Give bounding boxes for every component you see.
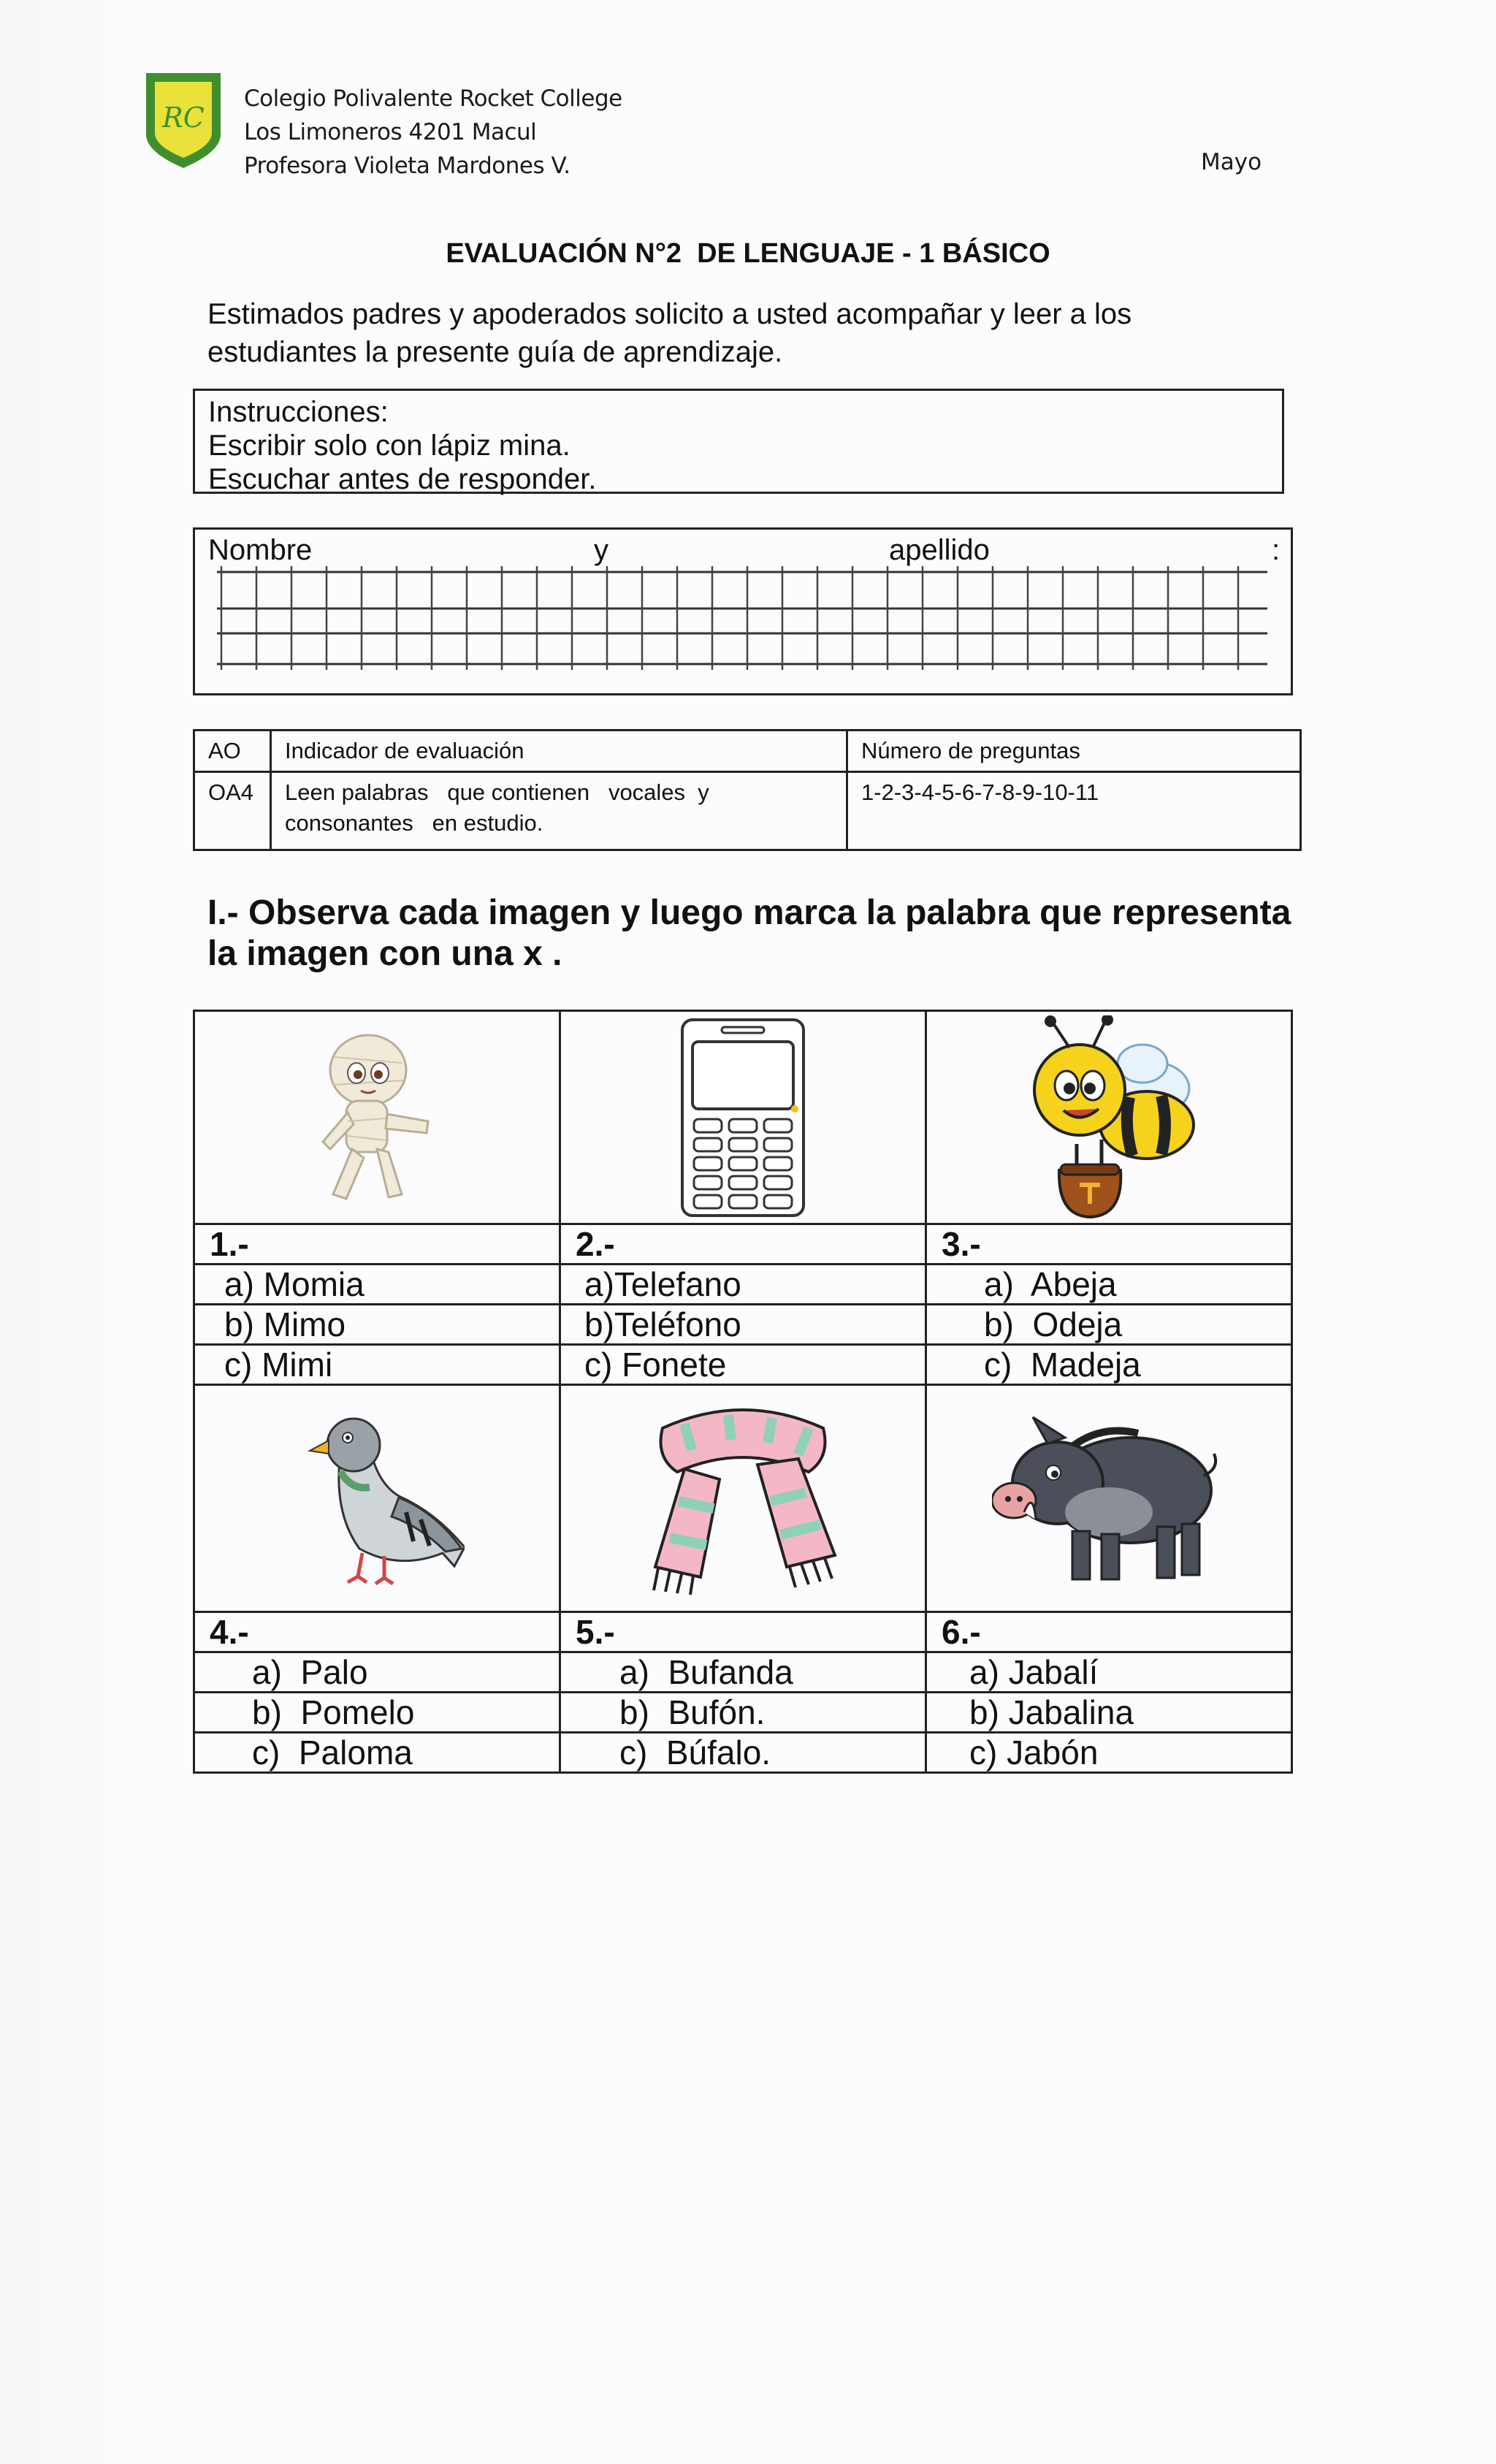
surname-label: apellido [889, 534, 990, 566]
answer-option[interactable] [927, 1265, 1293, 1305]
phone-key [764, 1119, 792, 1132]
answer-option-label: c) Madeja [984, 1346, 1141, 1384]
table-header-cell: Número de preguntas [847, 731, 1301, 772]
mummy-image [282, 1019, 472, 1216]
answer-option[interactable] [927, 1733, 1293, 1774]
answer-option-label: b) Odeja [984, 1305, 1123, 1343]
phone-key [694, 1195, 722, 1208]
colon-label: : [1272, 534, 1281, 566]
answer-option-label: a)Telefano [584, 1265, 741, 1303]
table-row [194, 772, 1301, 850]
answer-option-label: b) Pomelo [252, 1693, 415, 1731]
question-table [193, 1010, 1293, 1386]
indicator-table [193, 729, 1302, 851]
intro-text: Estimados padres y apoderados solicito a usted acompañar y leer a los estudiantes la presente guía de aprendizaje. [207, 298, 1132, 368]
section-title: I.- Observa cada imagen y luego marca la palabra que representa la imagen con una x . [207, 893, 1291, 973]
phone-key [694, 1176, 722, 1189]
question-image-cell [195, 1012, 561, 1225]
question-number: 5.- [561, 1613, 927, 1653]
answer-option-label: a) Momia [224, 1265, 365, 1303]
school-name: Colegio Polivalente Rocket College [244, 85, 622, 112]
question-image-cell [927, 1012, 1293, 1225]
question-image-cell [195, 1384, 561, 1613]
answer-option[interactable] [561, 1305, 927, 1346]
answer-option[interactable] [927, 1305, 1293, 1346]
phone-key [764, 1157, 792, 1170]
page-title: EVALUACIÓN N°2 DE LENGUAJE - 1 BÁSICO [446, 238, 1050, 269]
instruction-line: Escribir solo con lápiz mina. [208, 430, 570, 462]
answer-option[interactable] [195, 1346, 561, 1386]
answer-option-label: c) Fonete [584, 1346, 727, 1384]
answer-option-label: c) Jabón [969, 1733, 1099, 1771]
instruction-line: Escuchar antes de responder. [208, 463, 597, 495]
answer-option[interactable] [195, 1305, 561, 1346]
table-cell: 1-2-3-4-5-6-7-8-9-10-11 [847, 772, 1301, 850]
scan-shadow [0, 0, 146, 2464]
question-number: 4.- [195, 1613, 561, 1653]
school-info [244, 82, 622, 183]
answer-option[interactable] [561, 1653, 927, 1693]
table-header-row [194, 731, 1301, 772]
handwriting-grid[interactable] [217, 566, 1267, 670]
phone-key [764, 1138, 792, 1151]
instructions-box [193, 389, 1284, 494]
answer-option[interactable] [561, 1733, 927, 1774]
month-label: Mayo [1201, 149, 1262, 175]
answer-option[interactable] [927, 1346, 1293, 1386]
answer-option[interactable] [927, 1653, 1293, 1693]
phone-key [764, 1176, 792, 1189]
answer-option[interactable] [561, 1346, 927, 1386]
answer-option[interactable] [561, 1265, 927, 1305]
name-writing-box[interactable] [193, 527, 1293, 695]
scarf-image [633, 1399, 852, 1596]
teacher-name: Profesora Violeta Mardones V. [244, 153, 570, 179]
question-number: 2.- [561, 1225, 927, 1265]
phone-key [694, 1138, 722, 1151]
answer-option[interactable] [927, 1693, 1293, 1733]
phone-key [729, 1157, 757, 1170]
answer-option-label: b)Teléfono [584, 1305, 741, 1343]
phone-key [729, 1138, 757, 1151]
answer-option-label: b) Mimo [224, 1305, 346, 1343]
phone-key [764, 1195, 792, 1208]
answer-option[interactable] [195, 1653, 561, 1693]
answer-option-label: c) Paloma [252, 1733, 413, 1771]
pigeon-image [289, 1403, 465, 1593]
answer-option-label: b) Jabalina [969, 1693, 1134, 1731]
question-image-cell [927, 1384, 1293, 1613]
question-number: 6.- [927, 1613, 1293, 1653]
answer-option-label: a) Abeja [984, 1265, 1117, 1303]
bee-image [999, 1015, 1218, 1220]
boar-image [992, 1395, 1226, 1600]
answer-option-label: b) Bufón. [619, 1693, 766, 1731]
name-label-and: y [594, 534, 608, 566]
table-cell: OA4 [194, 772, 271, 850]
cellphone-image [673, 1015, 812, 1220]
table-header-cell: Indicador de evaluación [271, 731, 847, 772]
phone-key [729, 1119, 757, 1132]
question-table [193, 1384, 1293, 1774]
question-number: 3.- [927, 1225, 1293, 1265]
answer-option[interactable] [561, 1693, 927, 1733]
answer-option[interactable] [195, 1693, 561, 1733]
table-cell: Leen palabras que contienen vocales y consonantes en estudio. [271, 772, 847, 850]
svg-text:RC: RC [162, 102, 205, 134]
phone-key [729, 1195, 757, 1208]
question-image-cell [561, 1012, 927, 1225]
answer-option-label: c) Mimi [224, 1346, 333, 1384]
answer-option[interactable] [195, 1265, 561, 1305]
phone-key [729, 1176, 757, 1189]
question-number: 1.- [195, 1225, 561, 1265]
table-header-cell: AO [194, 731, 271, 772]
school-logo-shield-icon [143, 70, 224, 171]
answer-option-label: a) Jabalí [969, 1653, 1099, 1691]
phone-key [694, 1119, 722, 1132]
answer-option-label: a) Palo [252, 1653, 368, 1691]
answer-option-label: c) Búfalo. [619, 1733, 771, 1771]
phone-key [694, 1157, 722, 1170]
name-label: Nombre [208, 534, 313, 566]
answer-option[interactable] [195, 1733, 561, 1774]
school-address: Los Limoneros 4201 Macul [244, 119, 537, 145]
question-image-cell [561, 1384, 927, 1613]
instructions-heading: Instrucciones: [208, 396, 389, 428]
answer-option-label: a) Bufanda [619, 1653, 793, 1691]
